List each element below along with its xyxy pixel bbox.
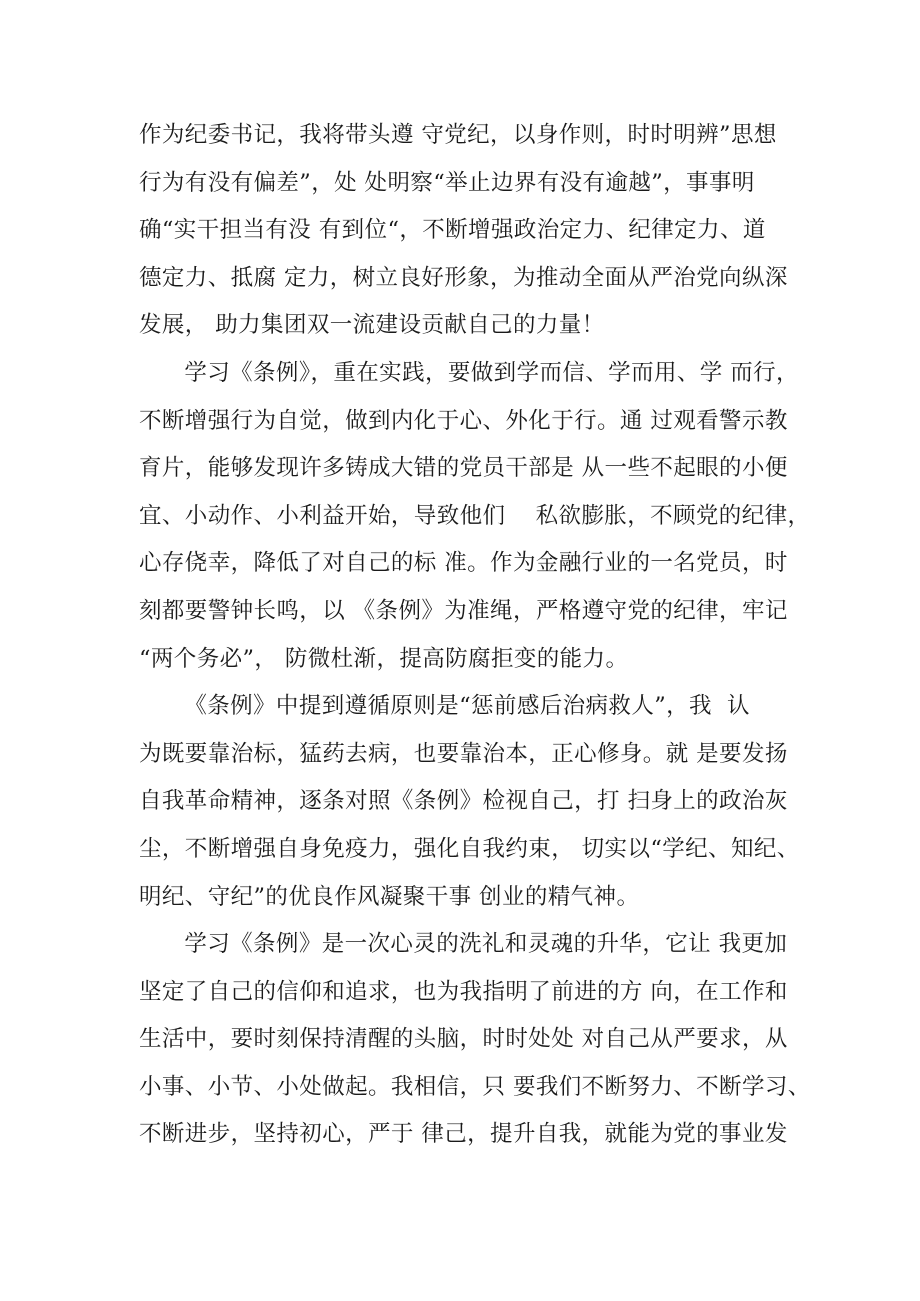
text-line: 生活中，要时刻保持清醒的头脑，时时处处 对自己从严要求，从 [139,1026,788,1053]
text-line: 为既要靠治标，猛药去病，也要靠治本，正心修身。就 是要发扬 [139,740,788,767]
text-line: 育片，能够发现许多铸成大错的党员干部是 从一些不起眼的小便 [139,455,788,482]
text-line: 学习《条例》，重在实践，要做到学而信、学而用、学 而行， [139,359,799,386]
text-line: 行为有没有偏差”，处 处明察“举止边界有没有逾越”，事事明 [139,169,755,196]
text-line: 发展， 助力集团双一流建设贡献自己的力量！ [139,312,605,339]
body-text [139,112,811,1159]
text-line: 尘，不断增强自身免疫力，强化自我约束， 切实以“学纪、知纪、 [139,835,800,862]
text-line: 不断增强行为自觉，做到内化于心、外化于行。通 过观看警示教 [139,407,788,434]
text-line: 心存侥幸，降低了对自己的标 准。作为金融行业的一名党员，时 [139,550,788,577]
text-line: 确“实干担当有没 有到位“，不断增强政治定力、纪律定力、道 [139,217,766,244]
text-line: 坚定了自己的信仰和追求，也为我指明了前进的方 向，在工作和 [139,978,788,1005]
text-line: 小事、小节、小处做起。我相信，只 要我们不断努力、不断学习、 [139,1073,811,1100]
text-line: 自我革命精神，逐条对照《条例》检视自己，打 扫身上的政治灰 [139,788,788,815]
text-line: 宜、小动作、小利益开始，导致他们 私欲膨胀，不顾党的纪律， [139,502,811,529]
text-line: 《条例》中提到遵循原则是“惩前感后治病救人”，我 认 [139,693,750,720]
text-line: 不断进步，坚持初心，严于 律己，提升自我，就能为党的事业发 [139,1121,788,1148]
text-line: 作为纪委书记，我将带头遵 守党纪，以身作则，时时明辨”思想 [139,122,777,148]
text-line: 学习《条例》是一次心灵的洗礼和灵魂的升华，它让 我更加 [139,931,788,958]
text-line: “两个务必”， 防微杜渐，提高防腐拒变的能力。 [139,645,629,672]
text-line: 德定力、抵腐 定力，树立良好形象，为推动全面从严治党向纵深 [139,264,788,291]
text-line: 刻都要警钟长鸣，以 《条例》为准绳，严格遵守党的纪律，牢记 [139,597,788,624]
text-line: 明纪、守纪”的优良作风凝聚干事 创业的精气神。 [139,883,640,910]
